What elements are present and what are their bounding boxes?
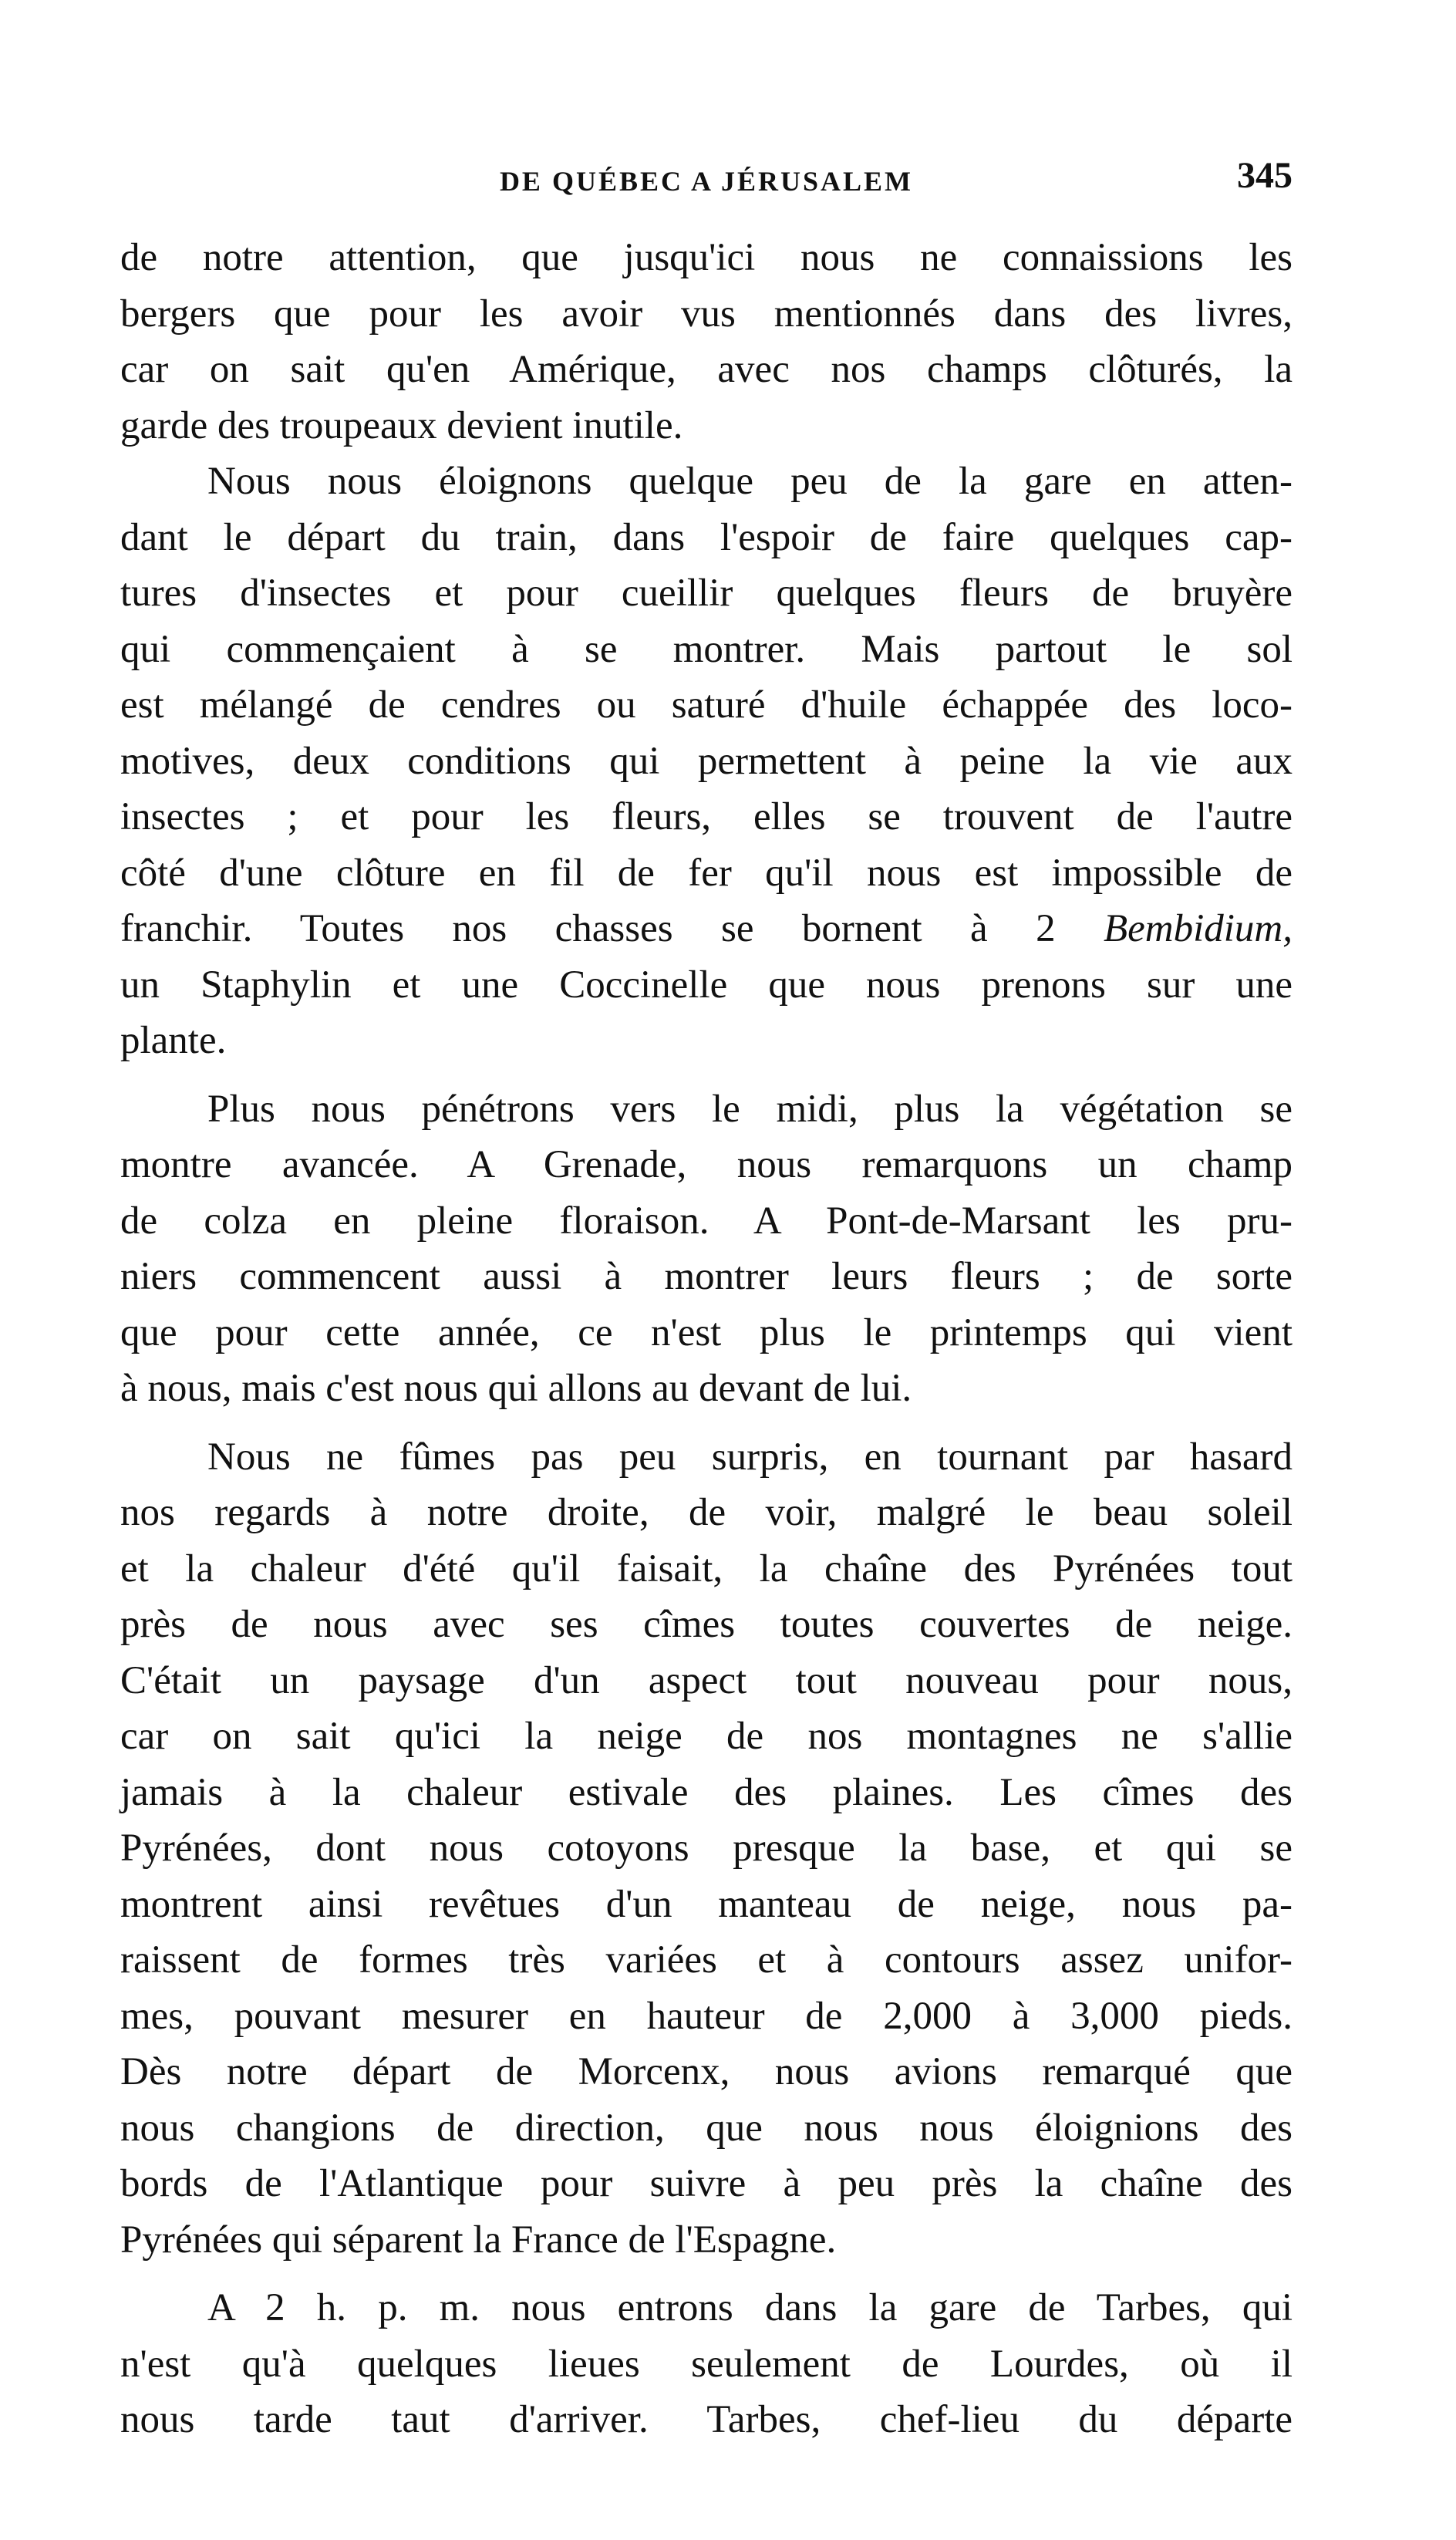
text-line: montre avancée. A Grenade, nous remarquons un champ <box>120 1143 1293 1186</box>
text-line: car on sait qu'ici la neige de nos montagnes ne s'allie <box>120 1715 1293 1758</box>
text-line: bords de l'Atlantique pour suivre à peu près la chaîne des <box>120 2162 1293 2205</box>
running-title: DE QUÉBEC A JÉRUSALEM <box>499 166 914 197</box>
text-line: est mélangé de cendres ou saturé d'huile échappée des loco- <box>120 683 1293 727</box>
text-line: nous tarde taut d'arriver. Tarbes, chef-lieu du départe <box>120 2398 1293 2441</box>
text-line: Pyrénées, dont nous cotoyons presque la base, et qui se <box>120 1827 1293 1870</box>
text-line: nos regards à notre droite, de voir, malgré le beau soleil <box>120 1491 1293 1534</box>
text-line: Pyrénées qui séparent la France de l'Espagne. <box>120 2218 837 2262</box>
text-line: plante. <box>120 1019 227 1062</box>
text-line: niers commencent aussi à montrer leurs fleurs ; de sorte <box>120 1255 1293 1298</box>
text-line: dant le départ du train, dans l'espoir de faire quelques cap- <box>120 515 1293 559</box>
text-line: de notre attention, que jusqu'ici nous ne connaissions les <box>120 236 1293 279</box>
text-line: qui commençaient à se montrer. Mais partout le sol <box>120 627 1293 671</box>
text-line: raissent de formes très variées et à contours assez unifor- <box>120 1938 1293 1982</box>
text-line: motives, deux conditions qui permettent à peine la vie aux <box>120 739 1293 783</box>
text-line: côté d'une clôture en fil de fer qu'il nous est impossible de <box>120 851 1293 895</box>
text-line: tures d'insectes et pour cueillir quelques fleurs de bruyère <box>120 572 1293 615</box>
text-line: A 2 h. p. m. nous entrons dans la gare de Tarbes, qui <box>207 2286 1293 2329</box>
text-line: près de nous avec ses cîmes toutes couvertes de neige. <box>120 1603 1293 1646</box>
text-line: n'est qu'à quelques lieues seulement de Lourdes, où il <box>120 2342 1293 2386</box>
text-line: nous changions de direction, que nous nous éloignions des <box>120 2106 1293 2150</box>
text-line: jamais à la chaleur estivale des plaines. Les cîmes des <box>120 1770 1293 1814</box>
text-line: de colza en pleine floraison. A Pont-de-Marsant les pru- <box>120 1199 1293 1243</box>
text-line: mes, pouvant mesurer en hauteur de 2,000 à 3,000 pieds. <box>120 1994 1293 2038</box>
text-line: Plus nous pénétrons vers le midi, plus la végétation se <box>207 1087 1293 1131</box>
text-line: C'était un paysage d'un aspect tout nouveau pour nous, <box>120 1658 1293 1702</box>
body-text <box>120 230 1293 2448</box>
text-line <box>120 901 1293 957</box>
text-line: insectes ; et pour les fleurs, elles se trouvent de l'autre <box>120 795 1293 838</box>
italic-genus-name: Bembidium, <box>1103 907 1293 950</box>
text-line: garde des troupeaux devient inutile. <box>120 403 683 447</box>
text-line: montrent ainsi revêtues d'un manteau de neige, nous pa- <box>120 1882 1293 1926</box>
text-line: Dès notre départ de Morcenx, nous avions remarqué que <box>120 2050 1293 2093</box>
text-line: à nous, mais c'est nous qui allons au devant de lui. <box>120 1367 912 1410</box>
text-segment: franchir. Toutes nos chasses se bornent à 2 <box>120 907 1056 950</box>
text-line: et la chaleur d'été qu'il faisait, la chaîne des Pyrénées tout <box>120 1547 1293 1590</box>
page-number: 345 <box>1237 155 1293 196</box>
text-line: Nous nous éloignons quelque peu de la gare en atten- <box>207 460 1293 503</box>
text-line: un Staphylin et une Coccinelle que nous prenons sur une <box>120 963 1293 1007</box>
text-line: que pour cette année, ce n'est plus le printemps qui vient <box>120 1310 1293 1354</box>
running-header <box>120 154 1293 208</box>
text-line: Nous ne fûmes pas peu surpris, en tournant par hasard <box>207 1435 1293 1479</box>
text-line: car on sait qu'en Amérique, avec nos champs clôturés, la <box>120 348 1293 391</box>
text-line: bergers que pour les avoir vus mentionnés dans des livres, <box>120 292 1293 336</box>
